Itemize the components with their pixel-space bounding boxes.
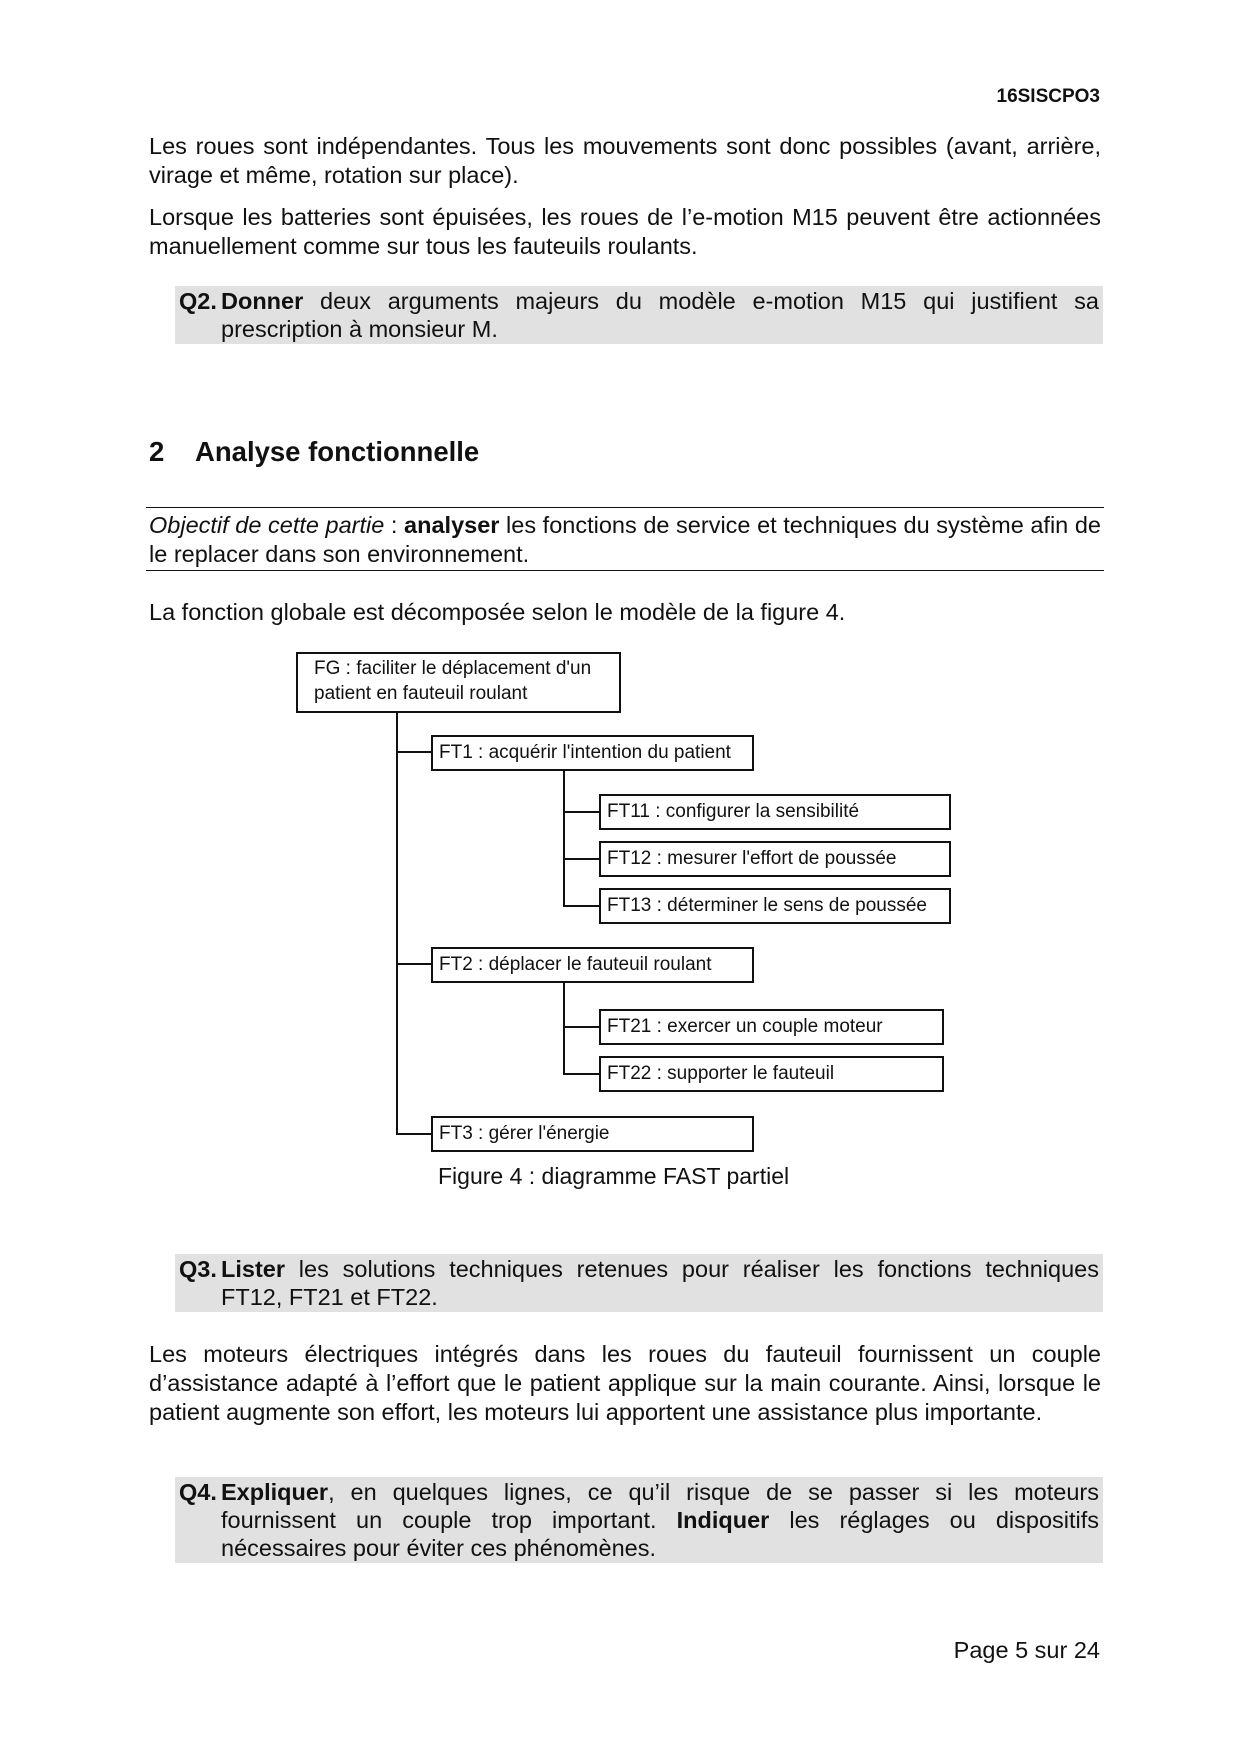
question-text: deux arguments majeurs du modèle e-motion M15 qui justifient sa prescription à monsieur M. [221, 288, 1099, 342]
ft21-connector [563, 1026, 600, 1028]
question-number: Q3. [179, 1256, 217, 1282]
ft22-connector [563, 1073, 600, 1075]
fast-ft21-box: FT21 : exercer un couple moteur [599, 1009, 944, 1045]
question-text: les solutions techniques retenues pour réaliser les fonctions techniques FT12, FT21 et FT22. [221, 1256, 1099, 1310]
objective-top-rule [146, 507, 1104, 508]
question-verb: Expliquer [221, 1479, 329, 1505]
moteurs-paragraph: Les moteurs électriques intégrés dans les roues du fauteuil fournissent un couple d’assistance adapté à l’effort que le patient applique sur la main courante. Ainsi, lorsque le patient augmente son effort, les moteurs lui apportent une assistance plus importante. [149, 1341, 1101, 1425]
question-q4 [175, 1477, 1103, 1563]
objective-block [149, 511, 1101, 569]
question-verb: Lister [221, 1256, 285, 1282]
ft1-connector [396, 751, 431, 753]
fast-ft12-box: FT12 : mesurer l'effort de poussée [599, 841, 951, 877]
ft12-connector [563, 858, 600, 860]
question-number: Q4. [179, 1479, 217, 1505]
document-code: 16SISCPO3 [996, 86, 1100, 107]
objective-text: les fonctions de service et techniques du système afin de le replacer dans son environnement. [149, 512, 1101, 567]
fast-ft1-box: FT1 : acquérir l'intention du patient [431, 735, 754, 771]
ft13-connector [563, 905, 600, 907]
ft3-connector [396, 1133, 431, 1135]
objective-verb: analyser [404, 512, 500, 538]
ft2-trunk-line [563, 983, 565, 1074]
fast-ft2-box: FT2 : déplacer le fauteuil roulant [431, 947, 754, 983]
section-title: Analyse fonctionnelle [195, 436, 480, 467]
question-text: , en quelques lignes, ce qu’il risque de se passer si les moteurs fournissent un couple trop important. [221, 1479, 1099, 1533]
question-verb-2: Indiquer [676, 1507, 770, 1533]
fast-ft22-box: FT22 : supporter le fauteuil [599, 1056, 944, 1092]
section-number: 2 [149, 436, 165, 467]
ft2-connector [396, 963, 431, 965]
objective-bottom-rule [146, 570, 1104, 571]
intro-paragraph-batteries: Lorsque les batteries sont épuisées, les roues de l’e-motion M15 peuvent être actionnées manuellement comme sur tous les fauteuils roulants. [149, 204, 1101, 259]
fast-fg-box: FG : faciliter le déplacement d'un patient en fauteuil roulant [296, 652, 621, 713]
fast-ft11-box: FT11 : configurer la sensibilité [599, 794, 951, 830]
fast-ft13-box: FT13 : déterminer le sens de poussée [599, 888, 951, 924]
question-q3 [175, 1254, 1103, 1312]
ft1-trunk-line [563, 771, 565, 905]
question-verb: Donner [221, 288, 304, 314]
section-heading [149, 436, 479, 468]
figure-caption: Figure 4 : diagramme FAST partiel [438, 1163, 790, 1189]
intro-paragraph-wheels: Les roues sont indépendantes. Tous les mouvements sont donc possibles (avant, arrière, virage et même, rotation sur place). [149, 133, 1101, 188]
question-text-2: les réglages ou dispositifs nécessaires pour éviter ces phénomènes. [221, 1507, 1100, 1561]
ft11-connector [563, 811, 600, 813]
page-number: Page 5 sur 24 [953, 1637, 1100, 1663]
objective-label: Objectif de cette partie [149, 512, 385, 538]
fg-trunk-line [396, 713, 398, 1134]
fast-intro-paragraph: La fonction globale est décomposée selon le modèle de la figure 4. [149, 599, 846, 625]
question-q2 [175, 286, 1103, 344]
question-number: Q2. [179, 288, 217, 314]
objective-separator: : [384, 512, 405, 538]
fast-ft3-box: FT3 : gérer l'énergie [431, 1116, 754, 1152]
